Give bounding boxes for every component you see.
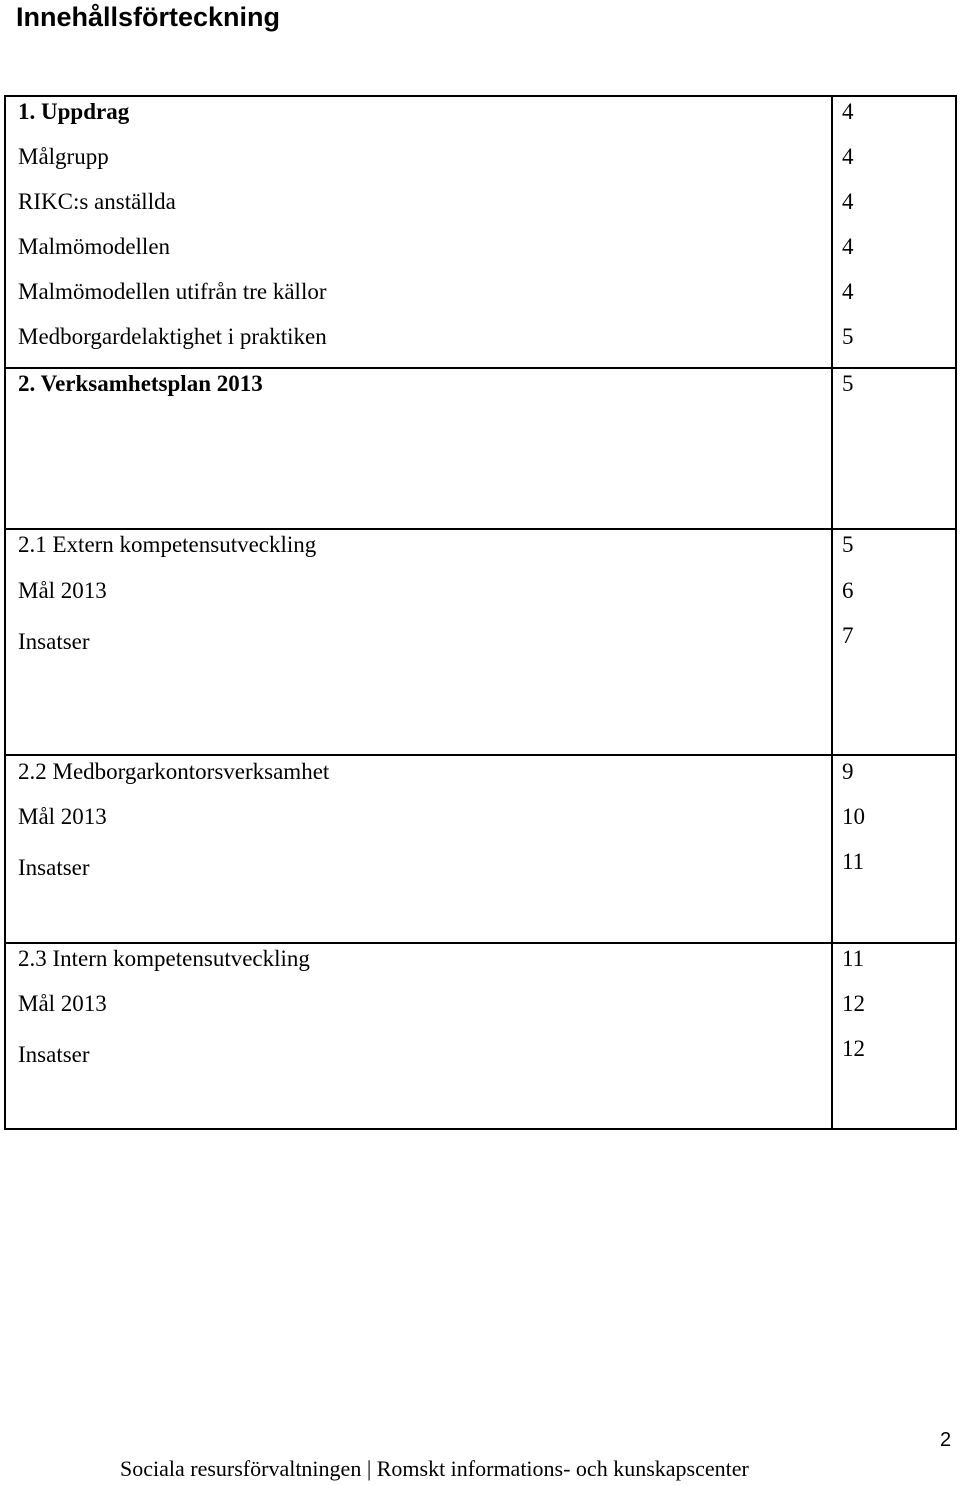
toc-entry-page: 4 (842, 144, 854, 169)
page-number: 2 (940, 1429, 952, 1451)
toc-entry-page: 11 (842, 849, 865, 874)
toc-entry-label: Malmömodellen (18, 234, 171, 259)
toc-entry-page: 5 (842, 532, 854, 557)
row-divider (6, 754, 955, 756)
toc-entry-label: Insatser (18, 1042, 90, 1067)
toc-entry-page: 9 (842, 759, 854, 784)
toc-entry-label: Malmömodellen utifrån tre källor (18, 279, 327, 304)
toc-entry-label: 2.3 Intern kompetensutveckling (18, 946, 310, 971)
toc-entry-label: Insatser (18, 855, 90, 880)
toc-entry-label: RIKC:s anställda (18, 189, 176, 214)
toc-entry-label: 2.1 Extern kompetensutveckling (18, 532, 317, 557)
toc-entry-label: 2.2 Medborgarkontorsverksamhet (18, 759, 330, 784)
toc-entry-page: 12 (842, 991, 865, 1016)
toc-entry-label: Mål 2013 (18, 804, 107, 829)
toc-entry-page: 10 (842, 804, 865, 829)
toc-entry-page: 4 (842, 99, 854, 124)
footer-text: Sociala resursförvaltningen | Romskt informations- och kunskapscenter (120, 1456, 749, 1481)
table-of-contents (4, 95, 957, 1130)
toc-entry-page: 5 (842, 371, 854, 396)
toc-entry-label: 1. Uppdrag (18, 99, 130, 124)
toc-entry-page: 4 (842, 279, 854, 304)
toc-entry-label: Medborgardelaktighet i praktiken (18, 324, 327, 349)
document-title: Innehållsförteckning (16, 2, 281, 32)
toc-entry-label: Mål 2013 (18, 578, 107, 603)
column-divider (831, 97, 833, 1128)
toc-entry-page: 4 (842, 189, 854, 214)
toc-entry-page: 4 (842, 234, 854, 259)
toc-entry-page: 6 (842, 578, 854, 603)
toc-entry-page: 5 (842, 324, 854, 349)
toc-entry-label: 2. Verksamhetsplan 2013 (18, 371, 263, 396)
toc-entry-page: 12 (842, 1036, 865, 1061)
toc-entry-label: Målgrupp (18, 144, 109, 169)
toc-entry-page: 11 (842, 946, 865, 971)
toc-entry-label: Mål 2013 (18, 991, 107, 1016)
toc-entry-label: Insatser (18, 629, 90, 654)
toc-entry-page: 7 (842, 623, 854, 648)
